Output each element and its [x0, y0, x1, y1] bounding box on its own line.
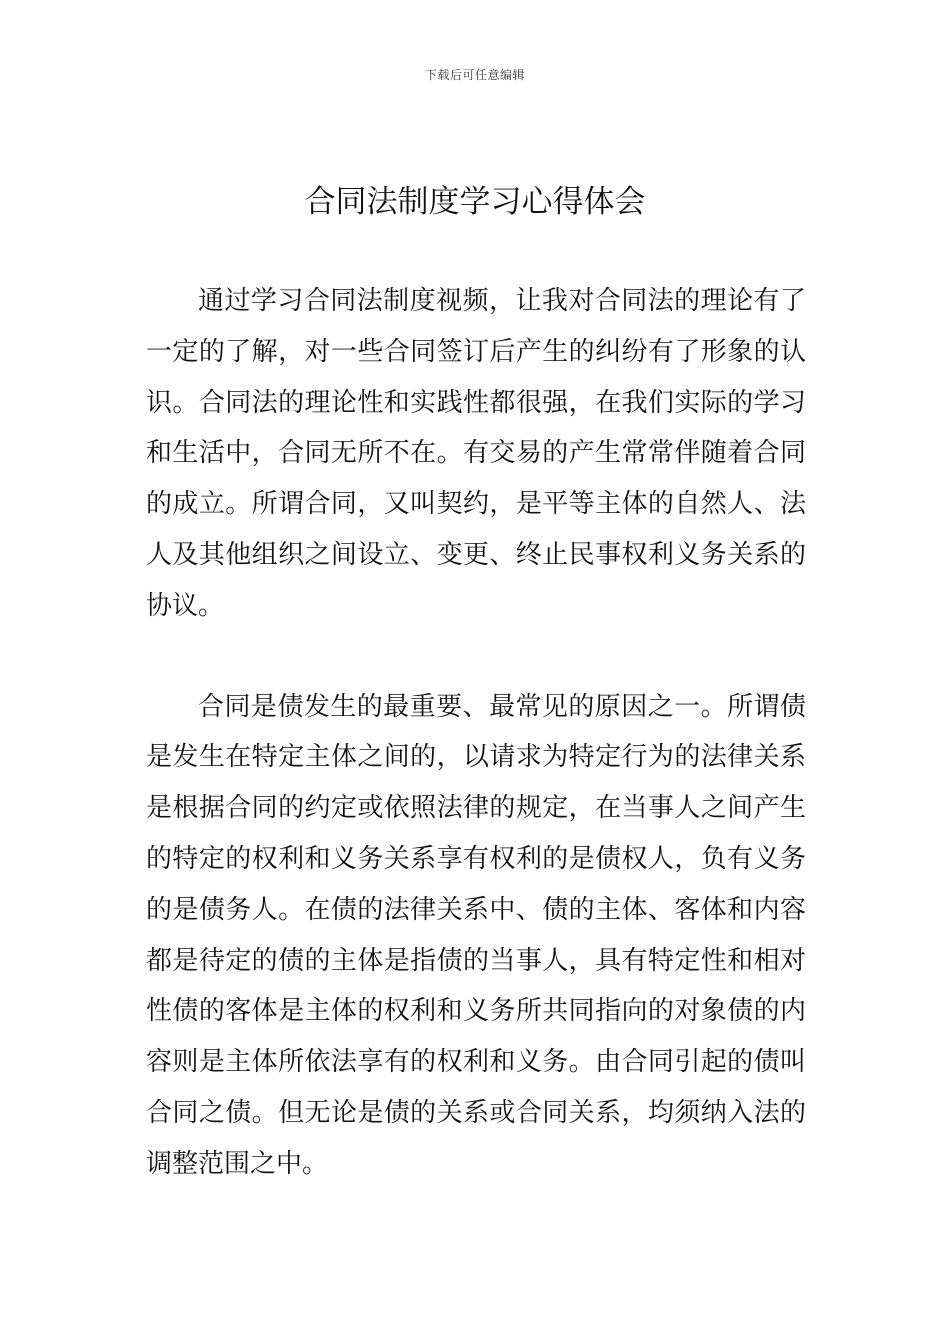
body-paragraph-1: 通过学习合同法制度视频，让我对合同法的理论有了一定的了解，对一些合同签订后产生的纠纷有了形象的认识。合同法的理论性和实践性都很强，在我们实际的学习和生活中，合同无所不在。有交易的产生常常伴随着合同的成立。所谓合同，又叫契约，是平等主体的自然人、法人及其他组织之间设立、变更、终止民事权利义务关系的协议。 — [146, 286, 806, 621]
header-note: 下载后可任意编辑 — [424, 68, 525, 82]
body-paragraph-2: 合同是债发生的最重要、最常见的原因之一。所谓债是发生在特定主体之间的，以请求为特定行为的法律关系是根据合同的约定或依照法律的规定，在当事人之间产生的特定的权利和义务关系享有权利的是债权人，负有义务的是债务人。在债的法律关系中、债的主体、客体和内容都是待定的债的主体是指债的当事人，具有特定性和相对性债的客体是主体的权利和义务所共同指向的对象债的内容则是主体所依法享有的权利和义务。由合同引起的债叫合同之债。但无论是债的关系或合同关系，均须纳入法的调整范围之中。 — [146, 691, 806, 1179]
document-body — [146, 276, 806, 1190]
document-title: 合同法制度学习心得体会 — [304, 184, 646, 220]
